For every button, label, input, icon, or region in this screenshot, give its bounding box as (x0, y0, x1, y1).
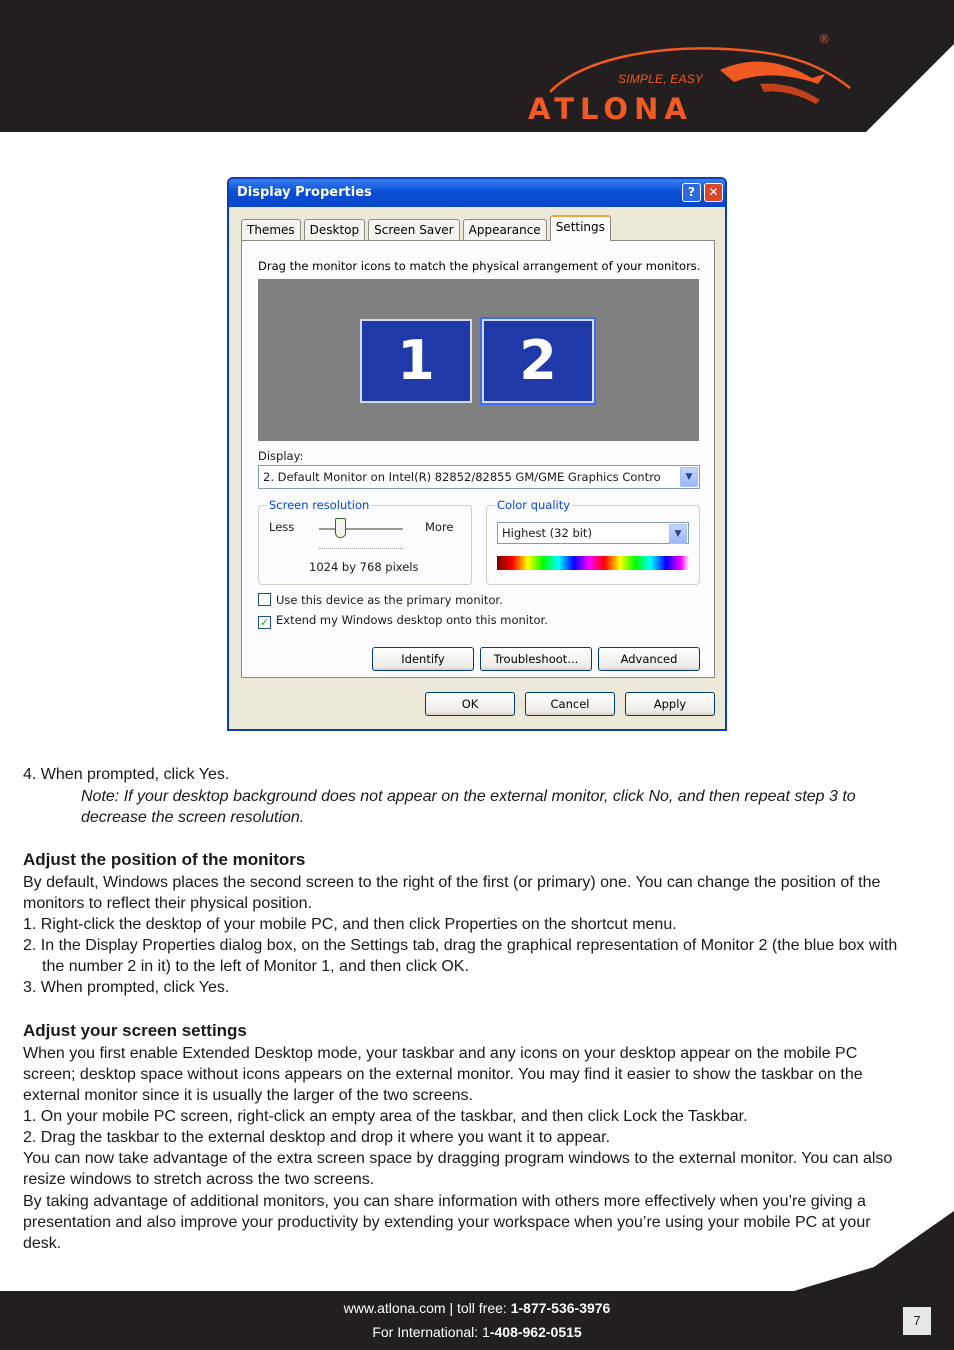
footer-intl-number: -408-962-0515 (489, 1324, 582, 1340)
extend-desktop-checkbox[interactable]: ✓ (259, 616, 270, 629)
display-select-value: 2. Default Monitor on Intel(R) 82852/82855 GM/GME Graphics Contro (263, 470, 661, 484)
primary-monitor-label: Use this device as the primary monitor. (276, 593, 503, 607)
tab-settings[interactable]: Settings (550, 215, 611, 241)
primary-monitor-checkbox[interactable] (258, 593, 271, 606)
note-text: Note: If your desktop background does not appear on the external monitor, click No, and then repeat step 3 to decrease the screen resolution. (81, 788, 856, 826)
section-heading-position: Adjust the position of the monitors (23, 850, 306, 869)
settings-step-2: 2. Drag the taskbar to the external desktop and drop it where you want it to appear. (23, 1129, 611, 1146)
resolution-slider-track[interactable] (319, 528, 403, 530)
position-step-3: 3. When prompted, click Yes. (23, 979, 230, 996)
registered-mark: ® (820, 32, 829, 46)
footer-website: www.atlona.com | toll free: (343, 1300, 511, 1316)
extend-desktop-label: Extend my Windows desktop onto this monitor. (276, 613, 548, 627)
step-4: 4. When prompted, click Yes. (23, 766, 230, 783)
troubleshoot-button[interactable]: Troubleshoot... (480, 647, 592, 671)
tab-themes[interactable]: Themes (241, 219, 301, 241)
position-step-2: 2. In the Display Properties dialog box, on the Settings tab, drag the graphical representation of Monitor 2 (the blue box with the number 2 in it) to the left of Monitor 1, and then click OK. (23, 937, 898, 975)
logo-tagline: SIMPLE, EASY (618, 72, 704, 86)
identify-button[interactable]: Identify (372, 647, 474, 671)
footer-intl-prefix: For International: 1 (372, 1324, 490, 1340)
chevron-down-icon[interactable]: ▼ (669, 524, 687, 544)
tab-screen-saver[interactable]: Screen Saver (368, 219, 459, 241)
position-step-1: 1. Right-click the desktop of your mobile PC, and then click Properties on the shortcut menu. (23, 916, 677, 933)
dialog-titlebar (229, 179, 725, 207)
settings-step-1: 1. On your mobile PC screen, right-click an empty area of the taskbar, and then click Lock the Taskbar. (23, 1108, 748, 1125)
monitor-2-icon[interactable]: 2 (482, 319, 594, 403)
monitor-arrangement-area (258, 279, 699, 441)
section-position-intro: By default, Windows places the second screen to the right of the first (or primary) one. You can change the position of the monitors to reflect their physical position. (23, 874, 881, 912)
chevron-down-icon[interactable]: ▼ (680, 467, 698, 487)
resolution-slider-thumb[interactable] (335, 518, 346, 538)
color-spectrum-bar (497, 556, 689, 570)
ok-button[interactable]: OK (425, 692, 515, 716)
screen-resolution-group (258, 498, 472, 585)
screen-resolution-title: Screen resolution (269, 498, 370, 512)
resolution-slider-ticks (319, 548, 403, 551)
monitor-instruction: Drag the monitor icons to match the physical arrangement of your monitors. (258, 259, 701, 273)
resolution-value: 1024 by 768 pixels (309, 560, 419, 574)
tab-appearance[interactable]: Appearance (463, 219, 547, 241)
settings-paragraph-2: You can now take advantage of the extra screen space by dragging program windows to the external monitor. You can also resize windows to stretch across the two screens. (23, 1150, 893, 1188)
advanced-button[interactable]: Advanced (598, 647, 700, 671)
color-quality-title: Color quality (497, 498, 571, 512)
footer-toll-free: 1-877-536-3976 (510, 1300, 611, 1316)
apply-button[interactable]: Apply (625, 692, 715, 716)
color-quality-group (486, 498, 700, 585)
logo-wordmark: ATLONA (528, 92, 693, 126)
close-icon[interactable]: ✕ (704, 183, 723, 202)
settings-panel (241, 240, 715, 678)
help-icon[interactable]: ? (682, 183, 701, 202)
section-heading-settings: Adjust your screen settings (23, 1021, 247, 1040)
page-footer (0, 1291, 954, 1350)
color-quality-select[interactable] (497, 522, 689, 544)
settings-paragraph-3: By taking advantage of additional monitors, you can share information with others more effectively when you’re giving a presentation and also improve your productivity by extending your workspace when you’re using your mobile PC at your desk. (23, 1193, 871, 1252)
dialog-title: Display Properties (237, 185, 372, 200)
resolution-more-label: More (425, 520, 454, 534)
display-properties-dialog (227, 177, 727, 731)
color-quality-value: Highest (32 bit) (502, 526, 592, 540)
dialog-tabs (241, 217, 614, 241)
resolution-less-label: Less (269, 520, 295, 534)
display-label: Display: (258, 449, 304, 463)
footer-international-line (0, 1324, 954, 1340)
cancel-button[interactable]: Cancel (525, 692, 615, 716)
page-number: 7 (903, 1307, 931, 1335)
extend-desktop-option[interactable] (258, 613, 548, 629)
tab-desktop[interactable]: Desktop (304, 219, 366, 241)
display-select[interactable] (258, 465, 700, 489)
primary-monitor-option[interactable] (258, 593, 503, 607)
section-settings-intro: When you first enable Extended Desktop mode, your taskbar and any icons on your desktop appear on the mobile PC screen; desktop space without icons appears on the external monitor. You may find it easier to show the taskbar on the external monitor since it is usually the larger of the two screens. (23, 1045, 863, 1104)
footer-contact-line (0, 1300, 954, 1316)
monitor-1-icon[interactable]: 1 (360, 319, 472, 403)
